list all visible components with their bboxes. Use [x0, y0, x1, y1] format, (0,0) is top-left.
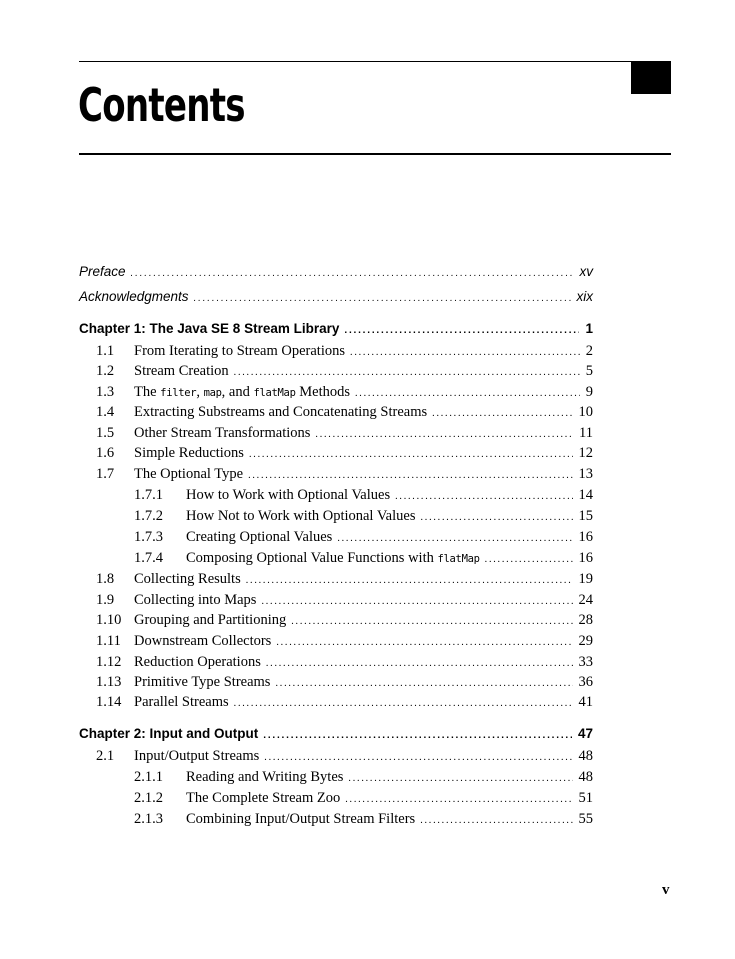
section-number: 1.2 — [96, 363, 115, 379]
dot-leader — [276, 633, 572, 653]
section-page: 24 — [578, 592, 593, 608]
toc-entry-page: xix — [576, 289, 593, 304]
dot-leader — [485, 550, 573, 570]
section-title: Collecting Results — [134, 571, 241, 587]
chapter-page: 1 — [585, 321, 593, 336]
toc-section[interactable] — [0, 341, 593, 361]
section-number: 1.10 — [96, 612, 122, 628]
section-page: 29 — [578, 633, 593, 649]
section-page: 19 — [578, 571, 593, 587]
subsection-number: 1.7.1 — [134, 487, 163, 503]
dot-leader — [248, 466, 572, 486]
dot-leader — [263, 726, 572, 746]
dot-leader — [345, 790, 572, 810]
section-page: 28 — [578, 612, 593, 628]
toc-subsection[interactable] — [0, 548, 593, 568]
section-title: Simple Reductions — [134, 445, 244, 461]
subsection-number: 1.7.4 — [134, 550, 163, 566]
chapter-title: Chapter 1: The Java SE 8 Stream Library — [79, 321, 340, 336]
dot-leader — [344, 321, 579, 341]
subsection-title: How Not to Work with Optional Values — [186, 508, 416, 524]
dot-leader — [432, 404, 572, 424]
section-number: 1.6 — [96, 445, 115, 461]
toc-subsection[interactable] — [0, 527, 593, 547]
section-title: Downstream Collectors — [134, 633, 272, 649]
toc-subsection[interactable] — [0, 485, 593, 505]
section-title — [134, 382, 350, 403]
subsection-number: 1.7.2 — [134, 508, 163, 524]
subsection-title: The Complete Stream Zoo — [186, 790, 341, 806]
dot-leader — [234, 363, 580, 383]
section-title: Extracting Substreams and Concatenating Streams — [134, 404, 428, 420]
subsection-title: Reading and Writing Bytes — [186, 769, 344, 785]
section-number: 1.5 — [96, 425, 115, 441]
section-title: Parallel Streams — [134, 694, 229, 710]
section-title: Stream Creation — [134, 363, 229, 379]
section-number: 1.13 — [96, 674, 122, 690]
subsection-page: 15 — [578, 508, 593, 524]
toc-section[interactable] — [0, 402, 593, 422]
subsection-number: 2.1.1 — [134, 769, 163, 785]
subsection-number: 2.1.3 — [134, 811, 163, 827]
title-rule — [79, 153, 671, 155]
dot-leader — [264, 748, 572, 768]
chapter-page: 47 — [577, 726, 593, 741]
section-title: Grouping and Partitioning — [134, 612, 287, 628]
code-term: filter — [160, 387, 197, 399]
toc-section[interactable] — [0, 569, 593, 589]
toc-subsection[interactable] — [0, 506, 593, 526]
toc-chapter-1[interactable] — [0, 319, 593, 339]
section-page: 9 — [585, 384, 593, 400]
subsection-page: 14 — [578, 487, 593, 503]
section-number: 1.11 — [96, 633, 121, 649]
dot-leader — [420, 811, 572, 831]
dot-leader — [275, 674, 572, 694]
subsection-page: 16 — [578, 550, 593, 566]
subsection-number: 1.7.3 — [134, 529, 163, 545]
section-title-text: , — [196, 384, 204, 400]
toc-entry-preface[interactable] — [0, 262, 593, 282]
toc-entry-page: xv — [579, 264, 593, 279]
section-title: Primitive Type Streams — [134, 674, 271, 690]
toc-section[interactable] — [0, 610, 593, 630]
toc-section[interactable] — [0, 631, 593, 651]
section-title: Collecting into Maps — [134, 592, 257, 608]
section-number: 1.1 — [96, 343, 115, 359]
dot-leader — [194, 289, 571, 309]
subsection-title: Combining Input/Output Stream Filters — [186, 811, 416, 827]
toc-section[interactable] — [0, 692, 593, 712]
code-term: flatMap — [253, 387, 296, 399]
toc-section[interactable] — [0, 590, 593, 610]
toc-subsection[interactable] — [0, 788, 593, 808]
dot-leader — [266, 654, 573, 674]
section-number: 1.14 — [96, 694, 122, 710]
section-page: 48 — [578, 748, 593, 764]
top-rule — [79, 61, 671, 62]
section-page: 12 — [578, 445, 593, 461]
chapter-tab-marker — [631, 62, 671, 94]
section-page: 10 — [578, 404, 593, 420]
dot-leader — [291, 612, 572, 632]
dot-leader — [131, 264, 574, 284]
dot-leader — [337, 529, 572, 549]
section-title: Reduction Operations — [134, 654, 261, 670]
dot-leader — [395, 487, 572, 507]
code-term: map — [203, 387, 222, 399]
section-title-text: , and — [221, 384, 254, 400]
section-page: 41 — [578, 694, 593, 710]
dot-leader — [261, 592, 572, 612]
dot-leader — [355, 384, 580, 404]
toc-section[interactable] — [0, 361, 593, 381]
toc-entry-acknowledgments[interactable] — [0, 287, 593, 307]
section-number: 1.12 — [96, 654, 122, 670]
subsection-number: 2.1.2 — [134, 790, 163, 806]
section-title: Input/Output Streams — [134, 748, 260, 764]
toc-section[interactable] — [0, 746, 593, 766]
dot-leader — [234, 694, 573, 714]
subsection-page: 55 — [578, 811, 593, 827]
dot-leader — [315, 425, 573, 445]
section-page: 13 — [578, 466, 593, 482]
section-number: 1.4 — [96, 404, 115, 420]
section-page: 36 — [578, 674, 593, 690]
toc-section[interactable] — [0, 423, 593, 443]
subsection-title: How to Work with Optional Values — [186, 487, 391, 503]
section-number: 1.3 — [96, 384, 115, 400]
toc-section[interactable] — [0, 464, 593, 484]
dot-leader — [420, 508, 572, 528]
toc-section[interactable] — [0, 382, 593, 402]
section-page: 33 — [578, 654, 593, 670]
subsection-title-text: Composing Optional Value Functions with — [186, 550, 438, 566]
subsection-title: Creating Optional Values — [186, 529, 333, 545]
toc-subsection[interactable] — [0, 767, 593, 787]
subsection-page: 16 — [578, 529, 593, 545]
section-number: 1.8 — [96, 571, 115, 587]
subsection-page: 51 — [578, 790, 593, 806]
toc-subsection[interactable] — [0, 809, 593, 829]
section-title-text: Methods — [295, 384, 350, 400]
code-term: flatMap — [437, 553, 480, 565]
toc-section[interactable] — [0, 672, 593, 692]
toc-entry-title: Preface — [79, 264, 126, 279]
section-page: 5 — [585, 363, 593, 379]
dot-leader — [348, 769, 572, 789]
section-title: Other Stream Transformations — [134, 425, 311, 441]
page-number: v — [662, 882, 670, 898]
toc-entry-title: Acknowledgments — [79, 289, 189, 304]
subsection-title — [186, 548, 480, 569]
section-title: The Optional Type — [134, 466, 244, 482]
section-number: 1.7 — [96, 466, 115, 482]
chapter-title: Chapter 2: Input and Output — [79, 726, 259, 741]
toc-section[interactable] — [0, 443, 593, 463]
dot-leader — [249, 445, 573, 465]
section-number: 1.9 — [96, 592, 115, 608]
page-title: Contents — [78, 78, 245, 132]
toc-chapter-2[interactable] — [0, 724, 593, 744]
toc-section[interactable] — [0, 652, 593, 672]
section-title-text: The — [134, 384, 161, 400]
subsection-page: 48 — [578, 769, 593, 785]
section-number: 2.1 — [96, 748, 115, 764]
section-title: From Iterating to Stream Operations — [134, 343, 346, 359]
section-page: 11 — [579, 425, 593, 441]
dot-leader — [246, 571, 573, 591]
dot-leader — [350, 343, 580, 363]
section-page: 2 — [585, 343, 593, 359]
